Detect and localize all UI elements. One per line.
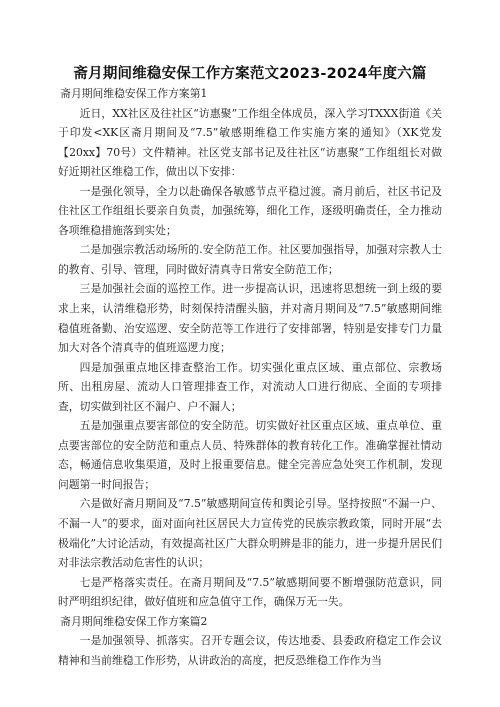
paragraph: 一是加强领导、抓落实。召开专题会议，传达地委、县委政府稳定工作会议精神和当前维稳工作形势，从讲政治的高度，把反恐维稳工作作为当 (58, 634, 442, 667)
paragraph: 六是做好斋月期间及“7.5”敏感期间宣传和舆论引导。坚持按照“不漏一户、不漏一人”的要求，面对面向社区居民大力宣传党的民族宗教政策，同时开展“去极端化”大讨论活动，有效提高社区广大群众明辨是非的能力，进一步提升居民们对非法宗教活动危害性的认识； (58, 497, 442, 570)
section-heading: 斋月期间维稳安保工作方案篇2 (60, 614, 208, 628)
document-body (58, 84, 442, 670)
paragraph: 三是加强社会面的巡控工作。进一步提高认识，迅速将思想统一到上级的要求上来，认清维稳形势，时刻保持清醒头脑，并对斋月期间及“7.5”敏感期间维稳值班备勤、治安巡逻、安全防范等工作进行了安排部署，特别是安排专门力量加大对各个清真寺的值班巡逻力度； (58, 282, 442, 355)
paragraph: 五是加强重点要害部位的安全防范。切实做好社区重点区域、重点单位、重点要害部位的安全防范和重点人员、特殊群体的教育转化工作。准确掌握社情动态，畅通信息收集渠道，及时上报重要信息。健全完善应急处突工作机制，发现问题第一时间报告； (58, 419, 442, 491)
paragraph: 近日，XX社区及往社区“访惠聚”工作组全体成员，深入学习TXXX街道《关于印发<XK区斋月期间及“7.5”敏感期维稳工作实施方案的通知》（XK党发【20xx】70号）文件精神。社区党支部书记及往社区“访惠聚”工作组组长对做好近期社区维稳工作，做出以下安排： (58, 106, 442, 179)
paragraph: 一是强化领导，全力以赴确保各敏感节点平稳过渡。斋月前后，社区书记及住社区工作组组长要亲自负责，加强统筹，细化工作，逐级明确责任，全力推动各项维稳措施落到实处； (58, 184, 442, 237)
paragraph: 二是加强宗教活动场所的.安全防范工作。社区要加强指导，加强对宗教人士的教育、引导、管理，同时做好清真寺日常安全防范工作； (58, 243, 442, 276)
paragraph: 七是严格落实责任。在斋月期间及“7.5”敏感期间要不断增强防范意识，同时严明组织纪律，做好值班和应急值守工作，确保万无一失。 (58, 575, 442, 609)
document-title: 斋月期间维稳安保工作方案范文2023-2024年度六篇 (73, 66, 427, 82)
section-heading: 斋月期间维稳安保工作方案第1 (60, 87, 208, 100)
paragraph: 四是加强重点地区排查整治工作。切实强化重点区域、重点部位、宗教场所、出租房屋、流动人口管理排查工作，对流动人口进行彻底、全面的专项排查，切实做到社区不漏户、户不漏人； (58, 360, 442, 413)
